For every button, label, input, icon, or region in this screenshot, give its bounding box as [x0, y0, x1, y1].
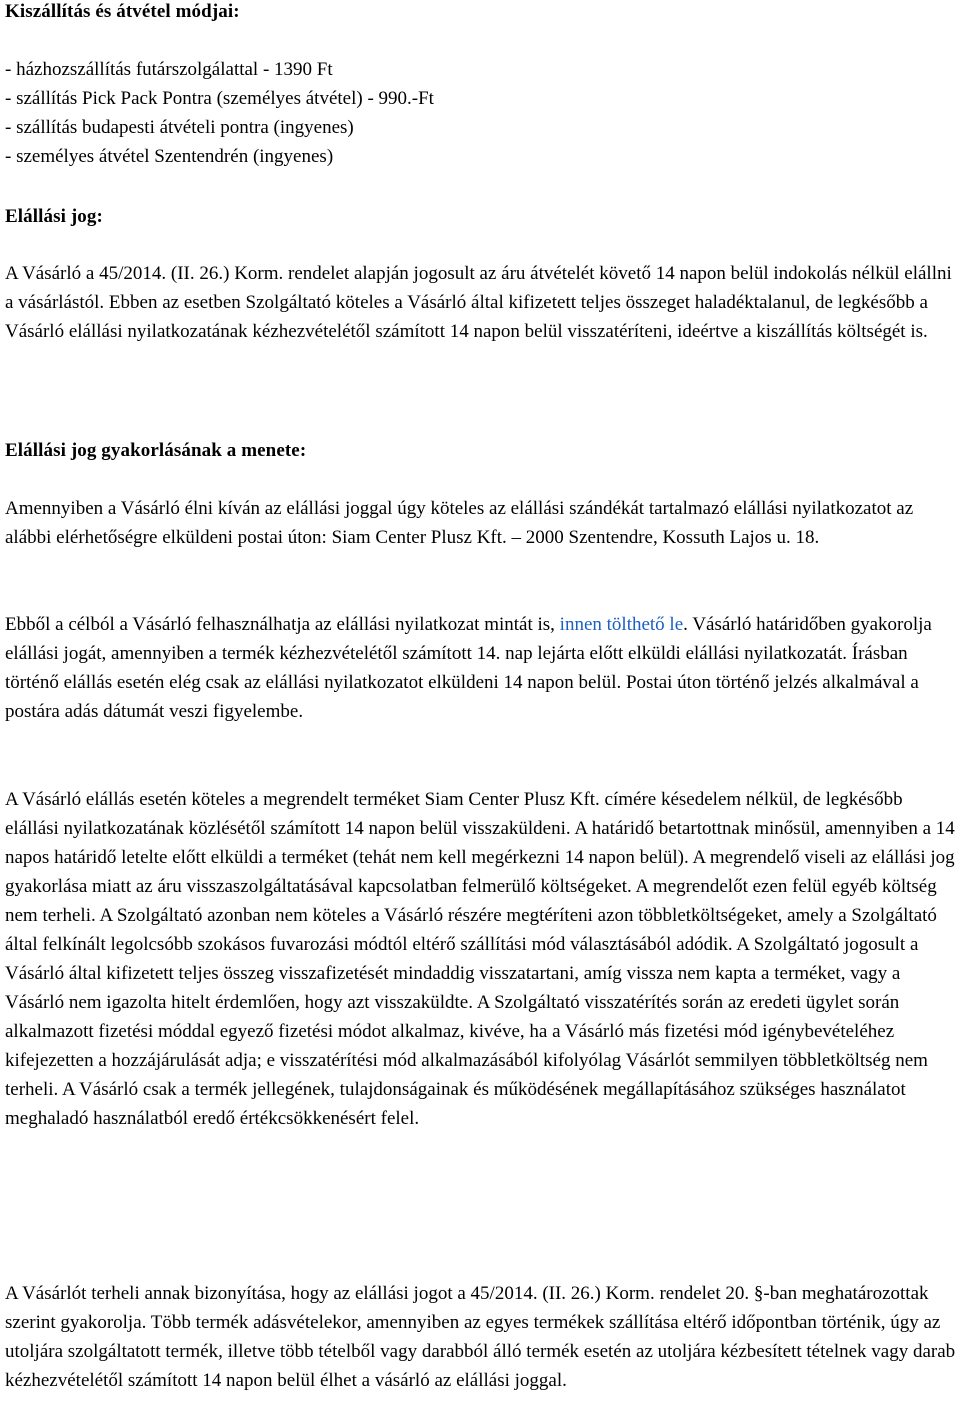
shipping-heading: Kiszállítás és átvétel módjai: [5, 1, 240, 22]
procedure-heading: Elállási jog gyakorlásának a menete: [5, 440, 307, 461]
withdrawal-heading: Elállási jog: [5, 206, 103, 227]
proof-paragraph: A Vásárlót terheli annak bizonyítása, hogy az elállási jogot a 45/2014. (II. 26.) Korm. rendelet 20. §-ban meghatározottak szerint gyakorolja. Több termék adásvételekor, amennyiben az egyes termékek szállítása eltérő időpontban történik, úgy az utoljára szolgáltatott termék, illetve több tételből vagy darabból álló termék esetén az utoljára kézbesített tételnek vagy darab kézhezvételétől számított 14 napon belül élhet a vásárló az elállási joggal. [5, 1283, 956, 1391]
shipping-option: - szállítás budapesti átvételi pontra (ingyenes) [5, 117, 354, 138]
shipping-options-list [5, 55, 434, 171]
shipping-option: - szállítás Pick Pack Pontra (személyes átvétel) - 990.-Ft [5, 88, 434, 109]
shipping-option: - személyes átvétel Szentendrén (ingyenes) [5, 146, 334, 167]
form-text-after: . Vásárló határidőben gyakorolja elállási jogát, amennyiben a termék kézhezvételétől számított 14. nap lejárta előtt elküldi elállási nyilatkozatát. Írásban történő elállás esetén elég csak az elállási nyilatkozatot elküldeni 14 napon belül. Postai úton történő jelzés alkalmával a postára adás dátumát veszi figyelembe. [5, 614, 932, 722]
shipping-option: - házhozszállítás futárszolgálattal - 1390 Ft [5, 59, 333, 80]
withdrawal-form-download-link[interactable]: innen tölthető le [559, 614, 684, 635]
return-paragraph: A Vásárló elállás esetén köteles a megrendelt terméket Siam Center Plusz Kft. címére késedelem nélkül, de legkésőbb elállási nyilatkozatának közlésétől számított 14 napon belül visszaküldeni. A határidő betartottnak minősül, amennyiben a 14 napos határidő letelte előtt elküldi a terméket (tehát nem kell megérkezni 14 napon belül). A megrendelő viseli az elállási jog gyakorlása miatt az áru visszaszolgáltatásával kapcsolatban felmerülő költségeket. A megrendelőt ezen felül egyéb költség nem terheli. A Szolgáltató azonban nem köteles a Vásárló részére megtéríteni azon többletköltségeket, amely a Szolgáltató által felkínált legolcsóbb szokásos fuvarozási módtól eltérő szállítási mód választásából adódik. A Szolgáltató jogosult a Vásárló által kifizetett teljes összeg visszafizetését mindaddig visszatartani, amíg vissza nem kapta a terméket, vagy a Vásárló nem igazolta hitelt érdemlően, hogy azt visszaküldte. A Szolgáltató visszatérítés során az eredeti ügylet során alkalmazott fizetési móddal egyező fizetési módot alkalmaz, kivéve, ha a Vásárló más fizetési mód igénybevételéhez kifejezetten a hozzájárulását adja; e visszatérítési mód alkalmazásából kifolyólag Vásárlót semmilyen többletköltség nem terheli. A Vásárló csak a termék jellegének, tulajdonságainak és működésének megállapításához szükséges használatot meghaladó használatból eredő értékcsökkenésért felel. [5, 789, 955, 1129]
form-paragraph [5, 610, 956, 726]
withdrawal-paragraph: A Vásárló a 45/2014. (II. 26.) Korm. rendelet alapján jogosult az áru átvételét követő 14 napon belül indokolás nélkül elállni a vásárlástól. Ebben az esetben Szolgáltató köteles a Vásárló által kifizetett teljes összeget haladéktalanul, de legkésőbb a Vásárló elállási nyilatkozatának kézhezvételétől számított 14 napon belül visszatéríteni, ideértve a kiszállítás költségét is. [5, 263, 952, 342]
form-text-before: Ebből a célból a Vásárló felhasználhatja az elállási nyilatkozat mintát is, [5, 614, 560, 635]
procedure-paragraph: Amennyiben a Vásárló élni kíván az elállási joggal úgy köteles az elállási szándékát tartalmazó elállási nyilatkozatot az alábbi elérhetőségre elküldeni postai úton: Siam Center Plusz Kft. – 2000 Szentendre, Kossuth Lajos u. 18. [5, 498, 914, 548]
